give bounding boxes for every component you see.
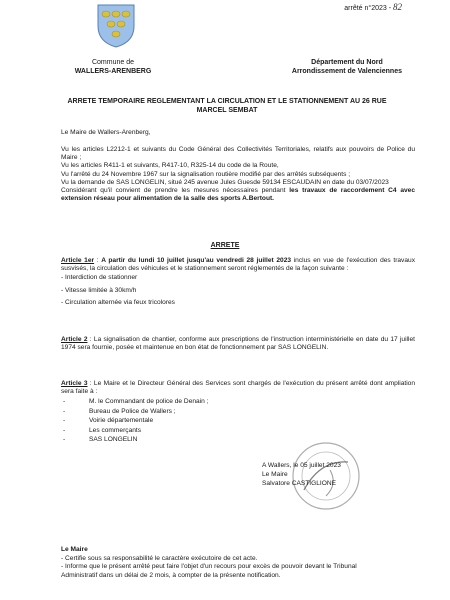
signature-block xyxy=(262,462,341,488)
footer-notice xyxy=(61,546,381,580)
arrondissement-name: Arrondissement de Valenciennes xyxy=(291,68,402,75)
decree-reference xyxy=(344,2,402,12)
article-1-colon: : xyxy=(94,257,102,264)
recipient-item: - M. le Commandant de police de Denain ; xyxy=(61,397,415,406)
signature-place-date: A Wallers, le 05 juillet 2023 xyxy=(262,462,341,469)
footer-line: - Certifie sous sa responsabilité le caractère exécutoire de cet acte. xyxy=(61,554,258,562)
department-block xyxy=(292,58,402,76)
article-1-paragraph xyxy=(61,257,415,273)
article-2-text: : La signalisation de chantier, conforme aux prescriptions de l'instruction interministérielle en date du 17 juillet 1974 sera fournie, posée et maintenue en bon état de fonctionnement par SAS LONGELIN. xyxy=(61,336,415,352)
recipient-item: - Les commerçants xyxy=(61,426,415,435)
footer-heading: Le Maire xyxy=(61,546,88,553)
intro-line: Le Maire de Wallers-Arenberg, xyxy=(61,129,151,136)
measure-item: - Interdiction de stationner xyxy=(61,274,138,282)
measure-item: - Circulation alternée via feux tricolores xyxy=(61,298,175,306)
considerant-line xyxy=(61,187,415,203)
article-3-text: : Le Maire et le Directeur Général des Services sont chargés de l'exécution du présent arrêté dont ampliation sera faite à : xyxy=(61,380,415,396)
article-2 xyxy=(61,336,415,352)
article-1-label: Article 1er xyxy=(61,257,95,264)
article-1 xyxy=(61,257,415,307)
coat-of-arms-icon xyxy=(96,2,136,48)
visas-section xyxy=(61,146,415,203)
department-name: Département du Nord xyxy=(311,59,383,66)
document-title: ARRETE TEMPORAIRE REGLEMENTANT LA CIRCULATION ET LE STATIONNEMENT AU 26 RUE MARCEL SEMBAT xyxy=(67,98,387,114)
considerant-text: Considérant qu'il convient de prendre les mesures nécessaires pendant xyxy=(61,187,290,195)
visa-line: Vu l'arrêté du 24 Novembre 1967 sur la signalisation routière modifié par des arrêtés subséquents ; xyxy=(61,170,351,178)
recipients-list xyxy=(61,397,415,444)
recipient-item: - Bureau de Police de Wallers ; xyxy=(61,407,415,416)
article-2-label: Article 2 xyxy=(61,336,88,343)
footer-line: - Informe que le présent arrêté peut faire l'objet d'un recours pour excès de pouvoir devant le Tribunal Administratif dans un délai de 2 mois, à compter de la présente notification. xyxy=(61,563,357,579)
visa-line: Vu les articles L2212-1 et suivants du Code Général des Collectivités Territoriales, relatifs aux pouvoirs de Police du Maire ; xyxy=(61,146,415,162)
recipient-item: - SAS LONGELIN xyxy=(61,435,415,444)
decree-reference-label: arrêté n°2023 - xyxy=(344,5,392,12)
recipient-item: - Voirie départementale xyxy=(61,416,415,425)
signature-role: Le Maire xyxy=(262,470,288,478)
signature-name: Salvatore CASTIGLIONE xyxy=(262,479,337,487)
article-1-period: A partir du lundi 10 juillet jusqu'au vendredi 28 juillet 2023 xyxy=(101,257,292,264)
arrete-heading: ARRETE xyxy=(210,242,240,249)
decree-reference-number: 82 xyxy=(393,2,402,12)
commune-name: WALLERS-ARENBERG xyxy=(74,68,152,75)
visa-line: Vu les articles R411-1 et suivants, R417-10, R325-14 du code de la Route, xyxy=(61,162,279,170)
commune-label: Commune de xyxy=(91,59,135,66)
considerant-bold-text: les travaux de raccordement C4 avec extension réseau pour alimentation de la salle des sports A.Bertout. xyxy=(61,187,415,203)
visa-line: Vu la demande de SAS LONGELIN, situé 245 avenue Jules Guesde 59134 ESCAUDAIN en date du 03/07/2023 xyxy=(61,178,389,186)
article-1-text: inclus en vue de l'exécution des travaux susvisés, la circulation des véhicules et le stationnement seront réglementés de la façon suivante : xyxy=(61,257,415,273)
article-3-label: Article 3 xyxy=(61,380,88,387)
article-3 xyxy=(61,380,415,444)
measure-item: - Vitesse limitée à 30km/h xyxy=(61,286,137,294)
commune-block xyxy=(58,58,168,76)
